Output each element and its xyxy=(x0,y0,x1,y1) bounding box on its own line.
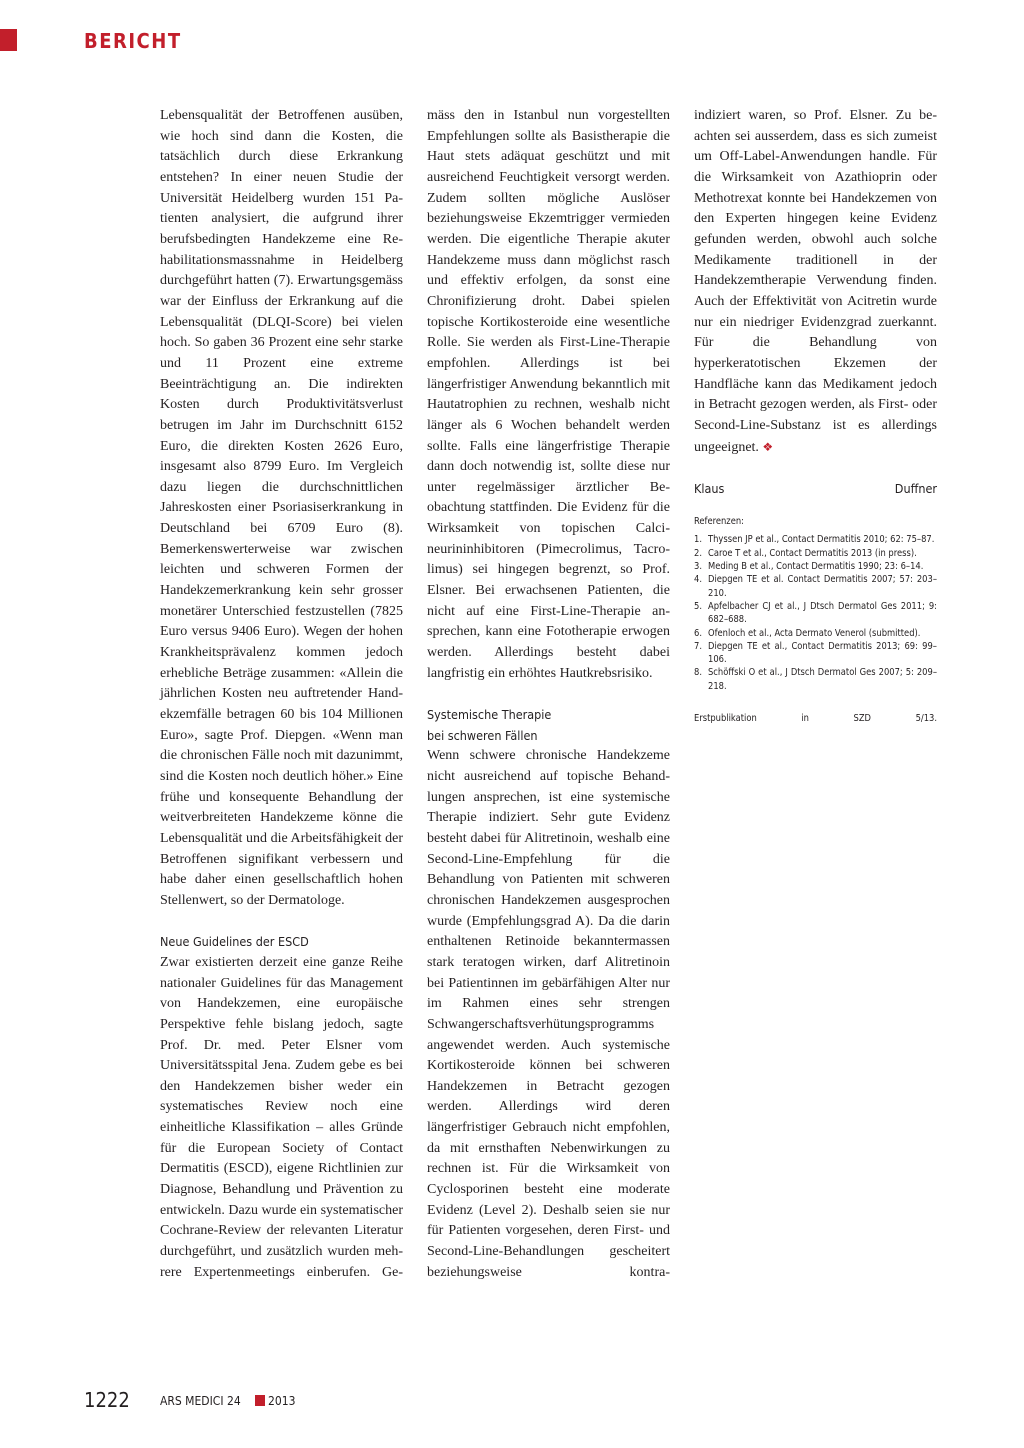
reference-item: 8. Schöffski O et al., J Dtsch Dermatol Ges 2007; 5: 209–218. xyxy=(694,667,937,692)
subheading: Neue Guidelines der ESCD xyxy=(160,934,309,950)
journal-name: ARS MEDICI 24 xyxy=(160,1394,241,1408)
reference-item: 2. Caroe T et al., Contact Dermatitis 2013 (in press). xyxy=(694,547,917,559)
author-name: Klaus Duffner xyxy=(694,481,937,497)
subheading: Systemische Therapie xyxy=(427,707,552,723)
publication-note: Erstpublikation in SZD 5/13. xyxy=(694,713,937,725)
reference-item: 7. Diepgen TE et al., Contact Dermatitis 2013; 69: 99–106. xyxy=(694,640,937,666)
subheading: bei schweren Fällen xyxy=(427,727,538,743)
reference-item: 4. Diepgen TE et al. Contact Dermatitis 2007; 57: 203–210. xyxy=(694,574,937,599)
references-title: Referenzen: xyxy=(694,516,744,528)
reference-list xyxy=(694,533,937,693)
section-label: BERICHT xyxy=(84,29,182,53)
journal-year: 2013 xyxy=(268,1394,296,1408)
reference-item: 1. Thyssen JP et al., Contact Dermatitis 2010; 62: 75–87. xyxy=(694,534,935,546)
reference-item: 3. Meding B et al., Contact Dermatitis 1990; 23: 6–14. xyxy=(694,561,924,573)
paragraph: mäss den in Istanbul nun vorgestellten Empfehlungen sollte als Basistherapie die Haut stets adäquat geschützt und mit ausreichend Feuchtigkeit versorgt werden. Zudem sollten mögliche Auslöser beziehungsweise Ekzemtrigger vermieden werden. Die eigentliche Therapie akuter Handekzeme muss dann möglichst rasch und effektiv erfolgen, da sonst eine Chronifizierung droht. Dabei spielen topische Kortikosteroide eine wesentliche Rolle. Sie werden als First-Line-Therapie empfohlen. Allerdings ist bei längerfristiger Anwendung bekanntlich mit Hautatrophien zu rechnen, weshalb nicht länger als 6 Wochen behandelt werden sollte. Falls eine längerfristige Therapie dann doch notwendig ist, sollte diese nur unter regelmässiger ärztlicher Beobachtung stattfinden. Die Evidenz für die Wirksamkeit von topischen Calcineurininhibitoren (Pimecrolimus, Tacrolimus) sei hingegen begrenzt, so Prof. Elsner. Bei erwachsenen Patienten, die nicht auf eine First-Line-Therapie ansprechen, kann eine Fototherapie erwogen werden. Allerdings besteht dabei langfristig ein erhöhtes Hautkrebsrisiko. xyxy=(427,108,670,681)
paragraph xyxy=(694,106,937,458)
end-diamond-icon: ❖ xyxy=(762,439,774,454)
footer-marker xyxy=(255,1395,265,1406)
article-column-1 xyxy=(160,106,403,1283)
references xyxy=(694,515,937,725)
paragraph: Lebensqualität der Betroffenen ausüben, wie hoch sind dann die Kosten, die tatsächlich durch diese Erkrankung entstehen? In einer neuen Studie der Universität Heidelberg wurden 151 Patienten analysiert, die aufgrund ihrer berufsbedingten Handekzeme eine Rehabilitationsmassnahme in Heidelberg durchgeführt hatten (7). Erwartungsgemäss war der Einfluss der Erkrankung auf die Lebensqualität (DLQI-Score) bei vielen hoch. So gaben 36 Prozent eine sehr starke und 11 Prozent eine extreme Beeinträchtigung an. Die indirekten Kosten durch Produktivitätsverlust betrugen im Jahr im Durchschnitt 6152 Euro, die direkten Kosten 2626 Euro, insgesamt also 8799 Euro. Im Vergleich dazu liegen die durchschnittlichen Jahreskosten einer Psoriasiserkrankung in Deutschland bei 6709 Euro (8). Bemerkenswerterweise war zwischen leichten und schweren Formen der Handekzemerkrankung kein sehr grosser monetärer Unterschied festzustellen (7825 Euro versus 9406 Euro). Wegen der hohen Krankheitsprävalenz kommen jedoch erhebliche Beträge zusammen: «Allein die jährlichen Kosten neu auftretender Handekzemfälle betragen 60 bis 104 Millionen Euro», sagte Prof. Diepgen. «Wenn man die chronischen Fälle noch mit dazunimmt, sind die Kosten noch deutlich höher.» Eine frühe und konsequente Behandlung der weitverbreiteten Handekzeme könne die Lebensqualität und die Arbeitsfähigkeit der Betroffenen signifikant verbessern und habe daher einen gesellschaftlich hohen Stellenwert, so der Dermatologe. xyxy=(160,108,403,908)
article-column-2 xyxy=(427,106,670,1283)
section-marker xyxy=(0,29,17,51)
reference-item: 5. Apfelbacher CJ et al., J Dtsch Dermatol Ges 2011; 9: 682–688. xyxy=(694,600,937,626)
paragraph-text: indiziert waren, so Prof. Elsner. Zu beachten sei ausserdem, dass es sich zumeist um Off-Label-Anwendungen handle. Für die Wirksamkeit von Azathioprin oder Methotrexat konnte bei Handekzemen von den Experten hingegen keine Evidenz gefunden werden, obwohl auch solche Medikamente traditionell in der Handekzemtherapie Verwendung finden. Auch der Effektivität von Acitretin wurde nur ein niedriger Evidenzgrad zuerkannt. Für die Behandlung von hyperkeratotischen Ekzemen der Handfläche kann das Medikament jedoch in Betracht gezogen werden, als First- oder Second-Line-Substanz ist es allerdings ungeeignet. xyxy=(694,108,937,455)
article-column-3 xyxy=(694,106,937,725)
paragraph: Wenn schwere chronische Handekzeme nicht ausreichend auf topische Behandlungen ansprechen, ist eine systemische Therapie indiziert. Sehr gute Evidenz besteht dabei für Alitretinoin, weshalb eine Second-Line-Empfehlung für die Behandlung von Patienten mit schweren chronischen Handekzemen ausgesprochen wurde (Empfehlungsgrad A). Da die darin enthaltenen Retinoide bekanntermassen stark teratogen wirken, darf Alitretinoin bei Patientinnen im gebärfähigen Alter nur im Rahmen eines sehr strengen Schwangerschaftsverhütungsprogramms angewendet werden. Auch systemische Kortikosteroide können bei schweren Handekzemen in Betracht gezogen werden. Allerdings wird deren längerfristiger Gebrauch nicht empfohlen, da mit ernsthaften Nebenwirkungen zu rechnen ist. Für die Wirksamkeit von Cyclosporinen besteht eine moderate Evidenz (Level 2). Deshalb seien sie nur für Patienten vorgesehen, deren First- und Second-Line-Behandlungen gescheitert beziehungsweise kontra- xyxy=(427,748,670,1280)
reference-item: 6. Ofenloch et al., Acta Dermato Venerol (submitted). xyxy=(694,627,921,639)
paragraph: Zwar existierten derzeit eine ganze Reihe nationaler Guidelines für das Management von Handekzemen, eine europäische Perspektive fehle bislang jedoch, sagte Prof. Dr. med. Peter Elsner vom Universitätsspital Jena. Zudem gebe es bei den Handekzemen bisher weder ein systematisches Review noch eine einheitliche Klassifikation – alles Gründe für die European Society of Contact Dermatitis (ESCD), eigene Richtlinien zur Diagnose, Behandlung und Prävention zu entwickeln. Dazu wurde ein systematischer Cochrane-Review der relevanten Literatur durchgeführt, und zusätzlich wurden mehrere Expertenmeetings einberufen. Ge- xyxy=(160,954,403,1280)
page-number: 1222 xyxy=(84,1388,130,1412)
